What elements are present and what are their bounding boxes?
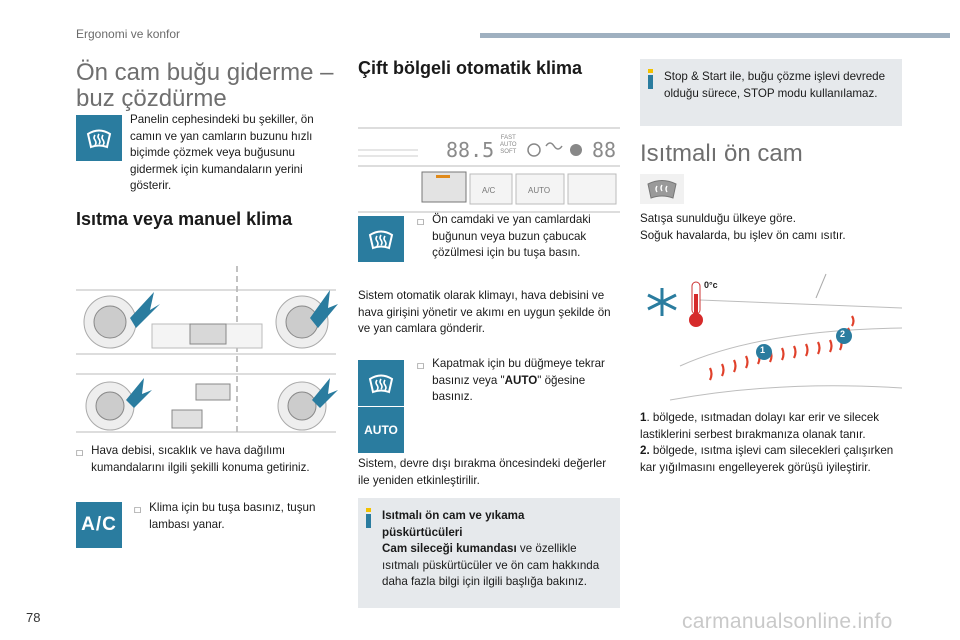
- windshield-defrost-icon: [84, 123, 114, 153]
- bullet-mark: ☐: [417, 218, 425, 227]
- info-washer-rest: ve özellikle ısıtmalı püskürtücüler ve ön cam hakkında daha fazla bilgi için ilgili başlığa bakınız.: [382, 542, 600, 588]
- thermometer-icon: [689, 282, 703, 327]
- info-box-stop-start: [640, 59, 902, 126]
- page-number: 78: [26, 610, 41, 625]
- auto-bullet-1: [417, 212, 617, 262]
- page-title-line2: buz çözdürme: [76, 85, 227, 112]
- heated-windshield-heading: Isıtmalı ön cam: [640, 140, 803, 167]
- auto-bullet-2-pre: Kapatmak için bu düğmeye tekrar basınız veya ": [432, 357, 605, 387]
- manual-bullet-2: [134, 500, 334, 533]
- heated-desc-line2: Soğuk havalarda, bu işlev ön camı ısıtır.: [640, 228, 846, 242]
- bullet-mark: ☐: [134, 506, 142, 515]
- defrost-tile: [76, 115, 122, 161]
- panel-display-left: 88.5: [446, 138, 495, 162]
- manual-bullet-1-text: Hava debisi, sıcaklık ve hava dağılımı kumandalarını ilgili şekilli konuma getiriniz.: [91, 444, 310, 474]
- windshield-illustration: [640, 270, 902, 405]
- zone-2-desc: [640, 443, 910, 476]
- watermark: carmanualsonline.info: [682, 610, 893, 633]
- auto-climate-panel: [358, 120, 620, 215]
- zone-1-num: 1: [640, 411, 647, 424]
- dual-zone-heading: Çift bölgeli otomatik klima: [358, 58, 583, 78]
- auto-bullet-1-text: Ön camdaki ve yan camlardaki buğunun veya buzun çabucak çözülmesi için bu tuşa basın.: [432, 213, 591, 259]
- defrost-intro: Panelin cephesindeki bu şekiller, ön camın ve yan camların buzunu hızlı biçimde çözmek veya buğusunu gidermek için kumandaların yerini gösterir.: [130, 113, 314, 192]
- windshield-drawing: [640, 270, 902, 405]
- auto-bullet-2: [417, 356, 617, 406]
- page-title: [76, 60, 336, 112]
- bullet-mark: ☐: [417, 362, 425, 371]
- manual-climate-heading: Isıtma veya manuel klima: [76, 209, 293, 229]
- auto-bullet-2-text: [432, 356, 617, 406]
- info-icon: [366, 508, 371, 528]
- info-icon: [648, 69, 653, 89]
- auto-tile: [358, 407, 404, 453]
- zone-marker-2: 2: [840, 329, 846, 339]
- panel-soft-label: SOFT: [500, 149, 517, 155]
- temperature-label: 0°c: [704, 280, 718, 290]
- panel-auto-label: AUTO: [500, 142, 517, 148]
- zone-marker-1: 1: [760, 345, 766, 355]
- panel-auto-button: AUTO: [528, 186, 551, 195]
- manual-bullet-1: [76, 443, 336, 476]
- zone-1-text: . bölgede, ısıtmadan dolayı kar erir ve silecek lastiklerini serbest bırakmanıza olanak tanır.: [640, 411, 880, 441]
- heated-windshield-desc: [640, 211, 910, 244]
- heated-desc-line1: Satışa sunulduğu ülkeye göre.: [640, 212, 796, 225]
- info-box-washer: [358, 498, 620, 608]
- info-stop-start-text: Stop & Start ile, buğu çözme işlevi devrede olduğu sürece, STOP modu kullanılamaz.: [664, 70, 886, 100]
- auto-defrost-tile: [358, 216, 404, 262]
- auto-tile-label: AUTO: [364, 423, 398, 437]
- auto-climate-panel-drawing: [358, 120, 620, 215]
- heated-windshield-icon: [645, 176, 679, 202]
- zone-1-desc: [640, 410, 910, 443]
- auto-paragraph-1: Sistem otomatik olarak klimayı, hava debisini ve hava girişini yönetir ve akımı en uygun şekilde ön ve yan camlara gönderir.: [358, 289, 611, 335]
- info-washer-bold-1: Isıtmalı ön cam ve yıkama püskürtücüleri: [382, 509, 525, 539]
- zone-2-num: 2.: [640, 444, 650, 457]
- panel-display-right: 88: [592, 138, 617, 162]
- page-title-line1: Ön cam buğu giderme –: [76, 59, 334, 86]
- auto-bullet-2-post: " öğesine basınız.: [432, 373, 586, 403]
- info-washer-bold-2: Cam sileceği kumandası: [382, 542, 517, 555]
- panel-ac-button: A/C: [482, 186, 496, 195]
- manual-bullet-2-text: Klima için bu tuşa basınız, tuşun lambası yanar.: [149, 501, 316, 531]
- auto-defrost-tile-2: [358, 360, 404, 406]
- windshield-defrost-icon: [366, 224, 396, 254]
- panel-fast-label: FAST: [500, 135, 516, 141]
- ac-tile: [76, 502, 122, 548]
- zone-2-text: bölgede, ısıtma işlevi cam silecekleri çalışırken kar yığılmasını engelleyerek görüşü iyileştirir.: [640, 444, 894, 474]
- manual-climate-illustration: [72, 262, 342, 438]
- auto-paragraph-2: Sistem, devre dışı bırakma öncesindeki değerler ile yeniden etkinleştirilir.: [358, 457, 607, 487]
- section-label: Ergonomi ve konfor: [76, 27, 181, 41]
- ac-tile-label: A/C: [81, 514, 117, 535]
- bullet-mark: ☐: [76, 449, 84, 458]
- zone-descriptions: [640, 410, 910, 476]
- auto-bullet-2-bold: AUTO: [504, 373, 538, 387]
- panel-mode-labels: [500, 135, 517, 156]
- header-rule: [480, 33, 950, 38]
- windshield-defrost-icon: [366, 368, 396, 398]
- snowflake-icon: [648, 288, 676, 316]
- heated-windshield-tile: [640, 174, 684, 204]
